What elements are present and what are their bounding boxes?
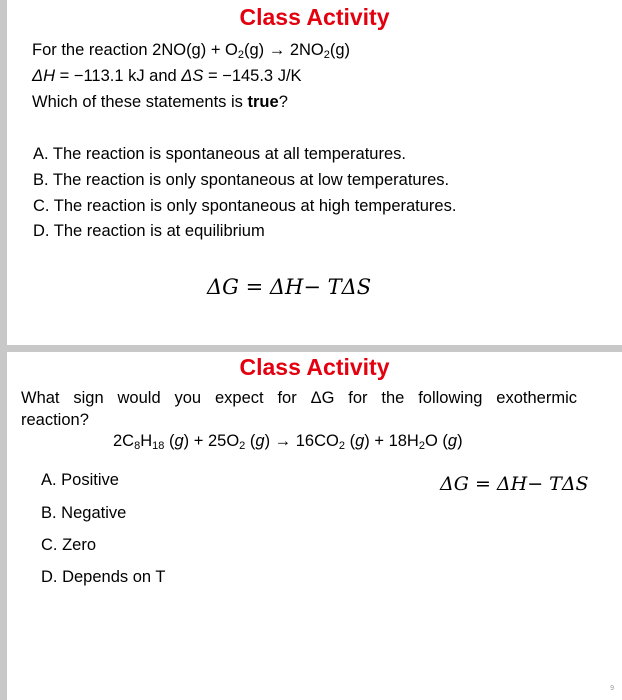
question-paragraph [21,387,577,431]
reaction-line [32,41,350,60]
option-positive: A. Positive [41,471,119,489]
gibbs-formula: ΔG = ΔH− TΔS [207,275,372,299]
option-b: B. The reaction is only spontaneous at low temperatures. [33,171,450,189]
thermo-values-line [32,67,302,86]
eq-text: ) → 16CO [264,432,339,450]
word: following [418,389,483,407]
reaction-text: For the reaction 2NO(g) + O [32,41,238,59]
subscript: 2 [418,440,425,452]
subscript: 2 [338,440,345,452]
word: ΔG [310,389,335,407]
slide-1-title: Class Activity [239,4,390,30]
slide-divider [0,345,622,352]
combustion-equation [113,432,463,451]
word: expect [214,389,264,407]
question-line-2: reaction? [21,411,89,429]
page-number: 9 [610,685,614,692]
option-depends: D. Depends on T [41,568,166,586]
word: What [21,389,60,407]
question-text: Which of these statements is [32,93,248,111]
eq-text: O ( [424,432,448,450]
delta-h-symbol: ΔH [32,67,55,85]
question-line [32,93,288,112]
option-c: C. The reaction is only spontaneous at high temperatures. [33,197,457,215]
word: would [117,389,161,407]
gibbs-formula-2: ΔG = ΔH− TΔS [440,473,589,495]
reaction-text: (g) → 2NO [244,41,324,59]
eq-text: ( [344,432,356,450]
slide-2-title: Class Activity [239,354,390,380]
slide-1 [7,0,622,345]
delta-s-value: = −145.3 J/K [203,67,302,85]
question-emphasis: true [247,93,279,111]
option-d: D. The reaction is at equilibrium [33,222,265,240]
delta-s-symbol: ΔS [181,67,204,85]
eq-text: ( [164,432,175,450]
word: you [174,389,202,407]
eq-text: H [140,432,153,450]
eq-text: ) [457,432,463,450]
delta-h-value: = −113.1 kJ and [55,67,182,85]
word: for [277,389,297,407]
word: for [348,389,368,407]
question-text: ? [278,93,288,111]
word: the [381,389,405,407]
eq-text: ( [245,432,256,450]
state-symbol: g [255,432,265,450]
state-symbol: g [174,432,184,450]
option-a: A. The reaction is spontaneous at all temperatures. [33,145,406,163]
state-symbol: g [447,432,458,450]
reaction-text: (g) [329,41,351,59]
subscript: 18 [152,440,165,452]
state-symbol: g [355,432,365,450]
eq-text: ) + 18H [364,432,419,450]
subscript: 8 [134,440,141,452]
slide-2 [7,352,622,700]
word: exothermic [496,389,577,407]
eq-text: ) + 25O [183,432,240,450]
subscript: 2 [237,49,244,61]
word: sign [73,389,104,407]
option-negative: B. Negative [41,504,127,522]
subscript: 2 [323,49,330,61]
subscript: 2 [239,440,246,452]
eq-text: 2C [113,432,135,450]
option-zero: C. Zero [41,536,97,554]
question-line-1 [21,387,577,409]
